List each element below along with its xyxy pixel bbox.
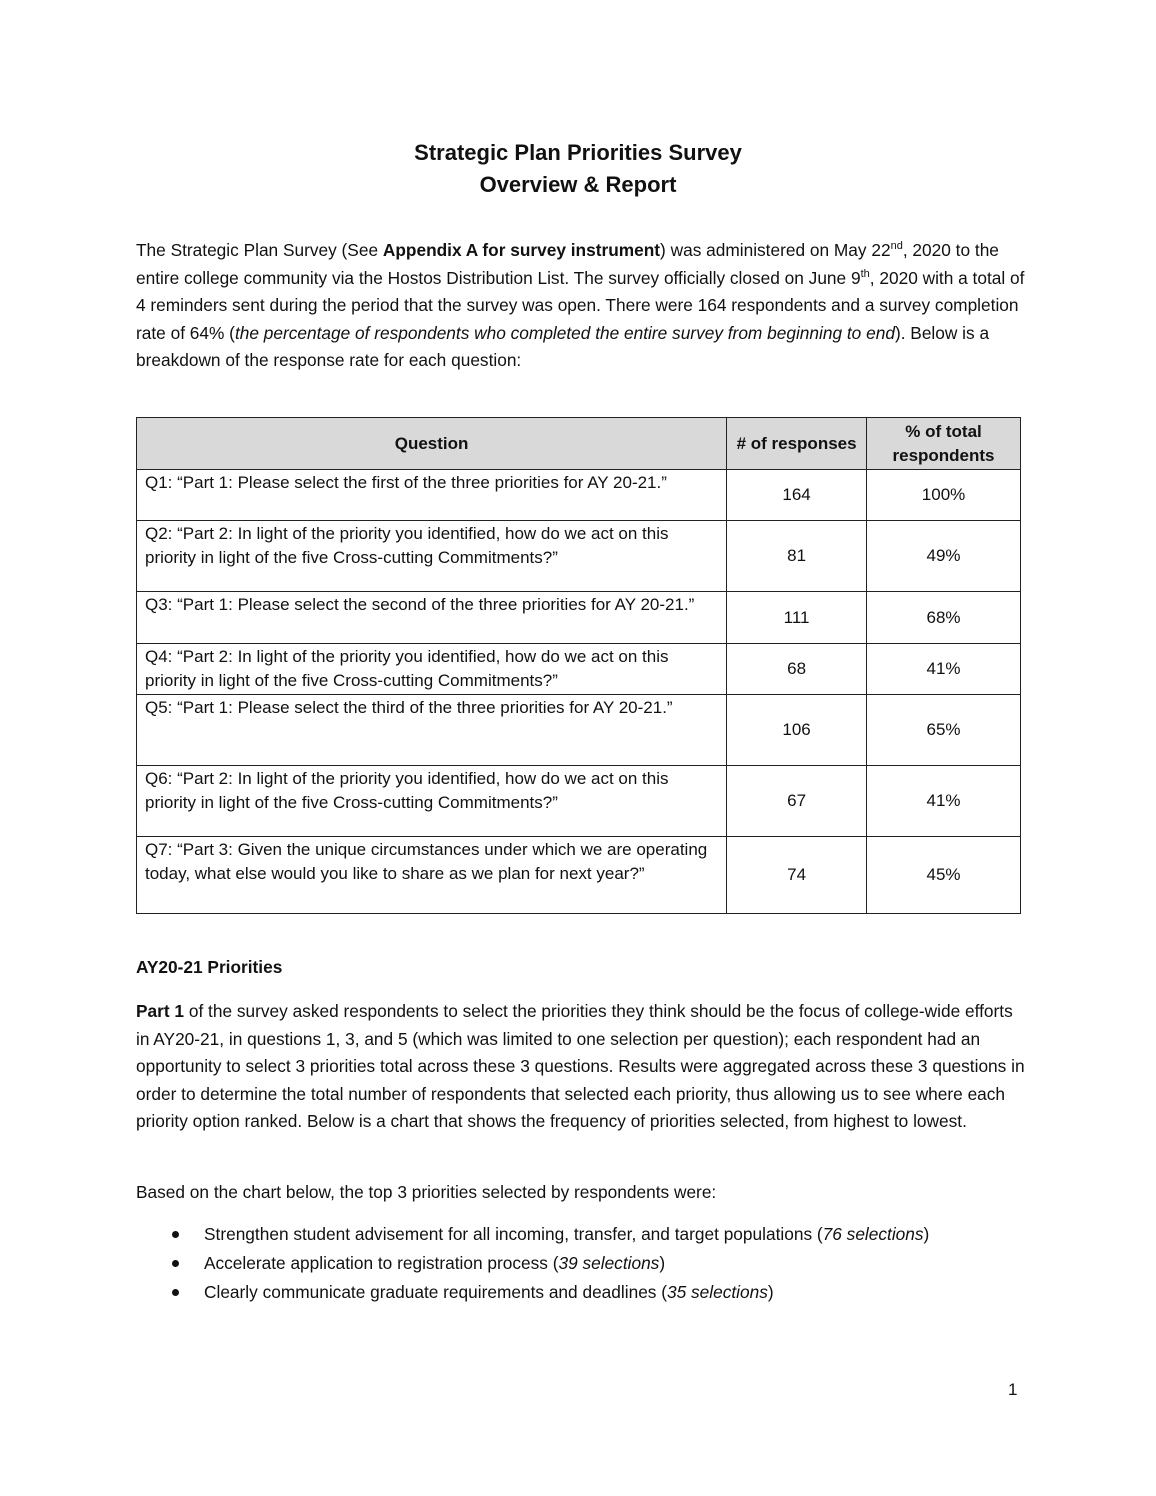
responses-cell: 106	[727, 695, 867, 766]
text: )	[659, 1253, 666, 1273]
text: ). Below is a breakdown of the response rate for each question:	[136, 322, 990, 370]
section-heading: AY20-21 Priorities	[136, 957, 283, 977]
percent-cell: 45%	[867, 837, 1021, 914]
text: , 2020 to the entire college community via the Hostos Distribution List. The survey officially closed on June 9	[136, 240, 999, 288]
text: Accelerate application to registration process (	[204, 1253, 559, 1273]
table-row	[137, 470, 1021, 521]
text: of the survey asked respondents to select the priorities they think should be the focus of college-wide efforts in AY20-21, in questions 1, 3, and 5 (which was limited to one selection per question); each respondent had an opportunity to select 3 priorities total across these 3 questions. Results were aggregated across these 3 questions in order to determine the total number of respondents that selected each priority, thus allowing us to see where each priority option ranked. Below is a chart that shows the frequency of priorities selected, from highest to lowest.	[136, 1001, 1025, 1131]
percent-cell: 41%	[867, 644, 1021, 695]
bullet-icon	[172, 1260, 179, 1267]
header-percent: % of total respondents	[867, 418, 1021, 470]
header-question: Question	[137, 418, 727, 470]
list-item	[136, 1249, 929, 1278]
part1-paragraph	[136, 998, 1026, 1136]
responses-cell: 111	[727, 592, 867, 644]
responses-cell: 67	[727, 766, 867, 837]
percent-cell: 100%	[867, 470, 1021, 521]
question-cell: Q6: “Part 2: In light of the priority you identified, how do we act on this priority in light of the five Cross-cutting Commitments?”	[137, 766, 727, 837]
percent-cell: 49%	[867, 521, 1021, 592]
responses-cell: 74	[727, 837, 867, 914]
question-cell: Q2: “Part 2: In light of the priority you identified, how do we act on this priority in light of the five Cross-cutting Commitments?”	[137, 521, 727, 592]
question-cell: Q1: “Part 1: Please select the first of the three priorities for AY 20-21.”	[137, 470, 727, 521]
table-row	[137, 644, 1021, 695]
table-row	[137, 695, 1021, 766]
superscript: th	[860, 267, 870, 280]
responses-cell: 81	[727, 521, 867, 592]
text: )	[767, 1282, 774, 1302]
page-number: 1	[1008, 1380, 1018, 1399]
intro-paragraph	[136, 237, 1026, 375]
table-header-row	[137, 418, 1021, 470]
percent-cell: 65%	[867, 695, 1021, 766]
table-row	[137, 521, 1021, 592]
responses-cell: 68	[727, 644, 867, 695]
document-subtitle: Overview & Report	[479, 172, 677, 197]
bold-text: Part 1	[136, 1001, 185, 1021]
selection-count: 76 selections	[822, 1224, 924, 1244]
list-item	[136, 1220, 929, 1249]
question-cell: Q5: “Part 1: Please select the third of the three priorities for AY 20-21.”	[137, 695, 727, 766]
text: Strengthen student advisement for all incoming, transfer, and target populations (	[204, 1224, 823, 1244]
superscript: nd	[890, 240, 903, 253]
table-row	[137, 837, 1021, 914]
selection-count: 39 selections	[558, 1253, 660, 1273]
question-cell: Q3: “Part 1: Please select the second of the three priorities for AY 20-21.”	[137, 592, 727, 644]
list-item	[136, 1278, 929, 1307]
response-rate-table	[136, 417, 1021, 914]
table-row	[137, 766, 1021, 837]
table-row	[137, 592, 1021, 644]
header-responses: # of responses	[727, 418, 867, 470]
selection-count: 35 selections	[667, 1282, 768, 1302]
percent-cell: 68%	[867, 592, 1021, 644]
text: The Strategic Plan Survey (See	[136, 240, 383, 260]
top-priorities-intro: Based on the chart below, the top 3 priorities selected by respondents were:	[136, 1182, 717, 1202]
text: Clearly communicate graduate requirements and deadlines (	[204, 1282, 667, 1302]
bullet-icon	[172, 1289, 179, 1296]
responses-cell: 164	[727, 470, 867, 521]
document-title: Strategic Plan Priorities Survey	[414, 140, 742, 165]
question-cell: Q7: “Part 3: Given the unique circumstances under which we are operating today, what else would you like to share as we plan for next year?”	[137, 837, 727, 914]
top-priorities-list	[136, 1220, 929, 1307]
percent-cell: 41%	[867, 766, 1021, 837]
bullet-icon	[172, 1231, 179, 1238]
text: )	[923, 1224, 930, 1244]
italic-text: the percentage of respondents who completed the entire survey from beginning to end	[234, 322, 895, 343]
appendix-reference: Appendix A for survey instrument	[382, 240, 661, 260]
text: ) was administered on May 22	[660, 240, 891, 260]
text: , 2020 with a total of 4 reminders sent during the period that the survey was open. There were 164 respondents and a survey completion rate of 64% (	[136, 267, 1025, 343]
question-cell: Q4: “Part 2: In light of the priority you identified, how do we act on this priority in light of the five Cross-cutting Commitments?”	[137, 644, 727, 695]
